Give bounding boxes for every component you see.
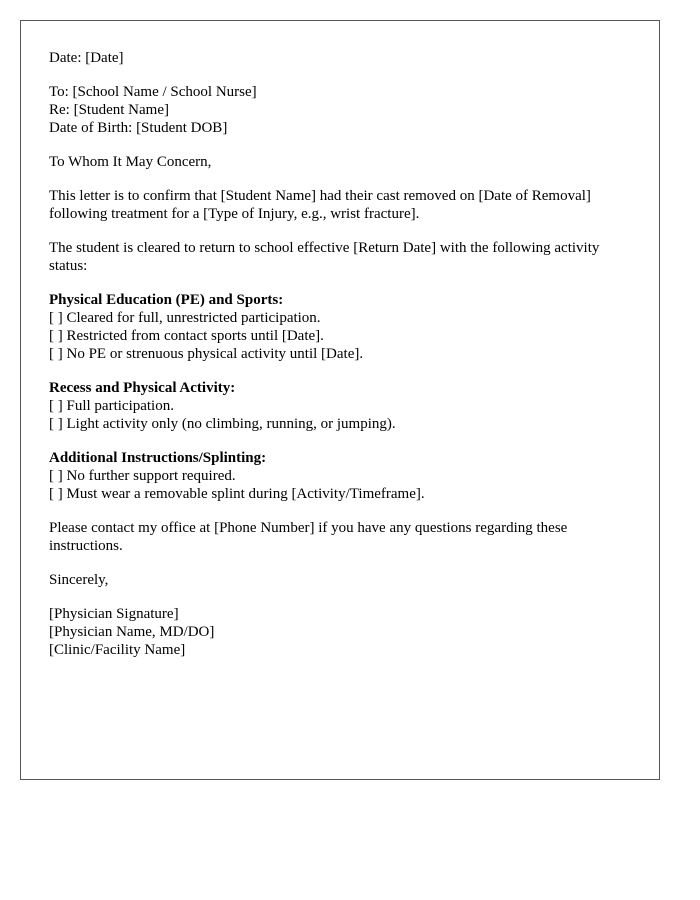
checkbox-option: [ ] Full participation. (49, 398, 174, 414)
section-heading: Recess and Physical Activity: (49, 380, 236, 396)
physician-name-line: [Physician Name, MD/DO] (49, 624, 215, 640)
section-heading: Additional Instructions/Splinting: (49, 450, 267, 466)
clearance-paragraph: The student is cleared to return to school effective [Return Date] with the following activity status: (49, 240, 600, 274)
checkbox-option: [ ] Cleared for full, unrestricted participation. (49, 310, 321, 326)
section-heading: Physical Education (PE) and Sports: (49, 292, 284, 308)
checkbox-option: [ ] Must wear a removable splint during [Activity/Timeframe]. (49, 486, 425, 502)
checkbox-option: [ ] Light activity only (no climbing, running, or jumping). (49, 416, 396, 432)
date-block (49, 49, 631, 67)
closing-text: Sincerely, (49, 572, 109, 588)
salutation-text: To Whom It May Concern, (49, 154, 212, 170)
intro-paragraph: This letter is to confirm that [Student Name] had their cast removed on [Date of Removal] following treatment for a [Type of Injury, e.g., wrist fracture]. (49, 188, 591, 222)
dob-line: Date of Birth: [Student DOB] (49, 120, 228, 136)
salutation (49, 153, 631, 171)
date-line: Date: [Date] (49, 50, 124, 66)
splinting-section (49, 449, 631, 503)
contact-paragraph: Please contact my office at [Phone Number] if you have any questions regarding these instructions. (49, 520, 568, 554)
closing-block (49, 571, 631, 589)
letter-page (20, 20, 660, 780)
re-line: Re: [Student Name] (49, 102, 169, 118)
checkbox-option: [ ] Restricted from contact sports until [Date]. (49, 328, 324, 344)
checkbox-option: [ ] No PE or strenuous physical activity until [Date]. (49, 346, 364, 362)
signature-block (49, 605, 631, 659)
address-block (49, 83, 631, 137)
signature-line: [Physician Signature] (49, 606, 179, 622)
recess-section (49, 379, 631, 433)
pe-sports-section (49, 291, 631, 363)
to-line: To: [School Name / School Nurse] (49, 84, 257, 100)
clinic-line: [Clinic/Facility Name] (49, 642, 186, 658)
checkbox-option: [ ] No further support required. (49, 468, 236, 484)
